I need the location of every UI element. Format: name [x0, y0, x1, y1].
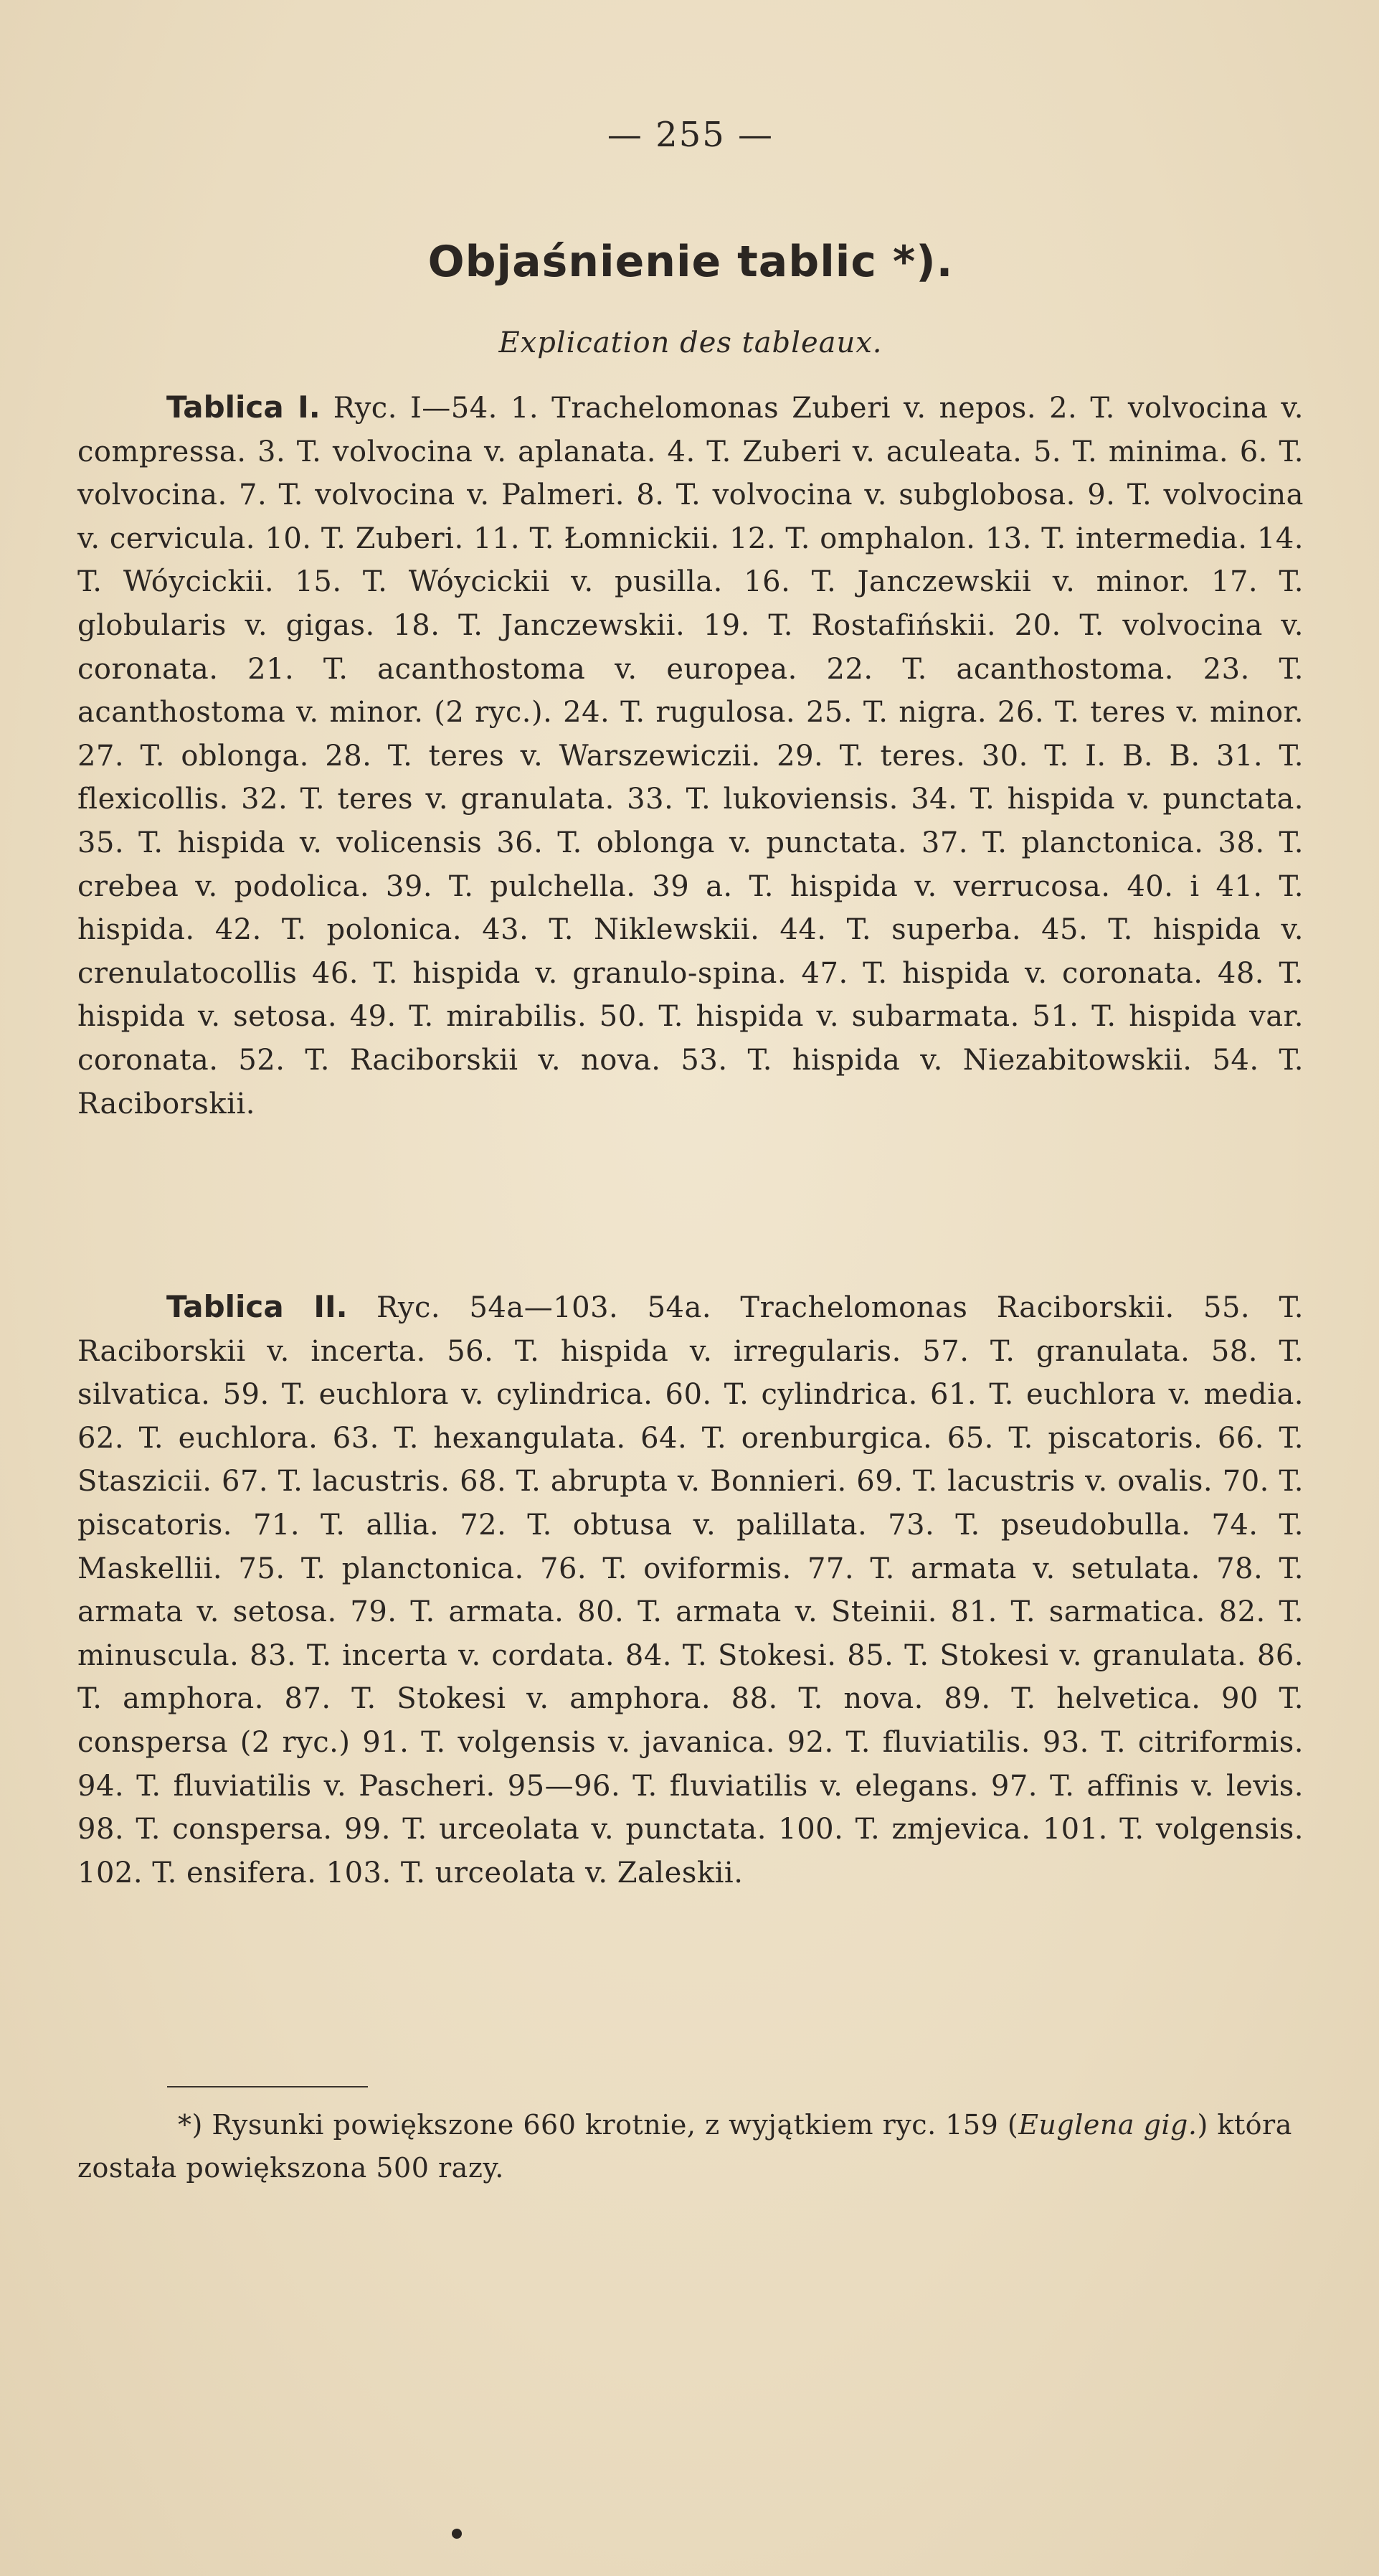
ink-dot-mark — [452, 2529, 462, 2539]
plate-2-text: Ryc. 54a—103. 54a. Trachelomonas Raciborskii. 55. T. Raciborskii v. incerta. 56. T. hispida v. irregularis. 57. T. granulata. 58. T. silvatica. 59. T. euchlora v. cylindrica. 60. T. cylindrica. 61. T. euchlora v. media. 62. T. euchlora. 63. T. hexangulata. 64. T. orenburgica. 65. T. piscatoris. 66. T. Staszicii. 67. T. lacustris. 68. T. abrupta v. Bonnieri. 69. T. lacustris v. ovalis. 70. T. piscatoris. 71. T. allia. 72. T. obtusa v. palillata. 73. T. pseudobulla. 74. T. Maskellii. 75. T. planctonica. 76. T. oviformis. 77. T. armata v. setulata. 78. T. armata v. setosa. 79. T. armata. 80. T. armata v. Steinii. 81. T. sarmatica. 82. T. minuscula. 83. T. incerta v. cordata. 84. T. Stokesi. 85. T. Stokesi v. granulata. 86. T. amphora. 87. T. Stokesi v. amphora. 88. T. nova. 89. T. helvetica. 90 T. conspersa (2 ryc.) 91. T. volgensis v. javanica. 92. T. fluviatilis. 93. T. citriformis. 94. T. fluviatilis v. Pascheri. 95—96. T. fluviatilis v. elegans. 97. T. affinis v. levis. 98. T. conspersa. 99. T. urceolata v. punctata. 100. T. zmjevica. 101. T. volgensis. 102. T. ensifera. 103. T. urceolata v. Zaleskii. — [77, 1291, 1304, 1889]
footnote-text-end: ) która została powiększona 500 razy. — [77, 2109, 1292, 2184]
plate-1-label: Tablica I. — [166, 390, 321, 425]
footnote-italic: Euglena gig. — [1018, 2109, 1198, 2141]
page-subtitle: Explication des tableaux. — [498, 326, 883, 359]
page-number: — 255 — — [607, 115, 774, 155]
plate-2-description — [77, 1285, 1304, 1895]
plate-1-description — [77, 386, 1304, 1126]
plate-2-label: Tablica II. — [166, 1289, 348, 1324]
footnote-divider — [167, 2086, 368, 2087]
page-title: Objaśnienie tablic *). — [427, 237, 954, 287]
footnote — [77, 2103, 1304, 2189]
plate-1-text: Ryc. I—54. 1. Trachelomonas Zuberi v. nepos. 2. T. volvocina v. compressa. 3. T. volvocina v. aplanata. 4. T. Zuberi v. aculeata. 5. T. minima. 6. T. volvocina. 7. T. volvocina v. Palmeri. 8. T. volvocina v. subglobosa. 9. T. volvocina v. cervicula. 10. T. Zuberi. 11. T. Łomnickii. 12. T. omphalon. 13. T. intermedia. 14. T. Wóycickii. 15. T. Wóycickii v. pusilla. 16. T. Janczewskii v. minor. 17. T. globularis v. gigas. 18. T. Janczewskii. 19. T. Rostafińskii. 20. T. volvocina v. coronata. 21. T. acanthostoma v. europea. 22. T. acanthostoma. 23. T. acanthostoma v. minor. (2 ryc.). 24. T. rugulosa. 25. T. nigra. 26. T. teres v. minor. 27. T. oblonga. 28. T. teres v. Warszewiczii. 29. T. teres. 30. T. I. B. B. 31. T. flexicollis. 32. T. teres v. granulata. 33. T. lukoviensis. 34. T. hispida v. punctata. 35. T. hispida v. volicensis 36. T. oblonga v. punctata. 37. T. planctonica. 38. T. crebea v. podolica. 39. T. pulchella. 39 a. T. hispida v. verrucosa. 40. i 41. T. hispida. 42. T. polonica. 43. T. Niklewskii. 44. T. superba. 45. T. hispida v. crenulatocollis 46. T. hispida v. granulo-spina. 47. T. hispida v. coronata. 48. T. hispida v. setosa. 49. T. mirabilis. 50. T. hispida v. subarmata. 51. T. hispida var. coronata. 52. T. Raciborskii v. nova. 53. T. hispida v. Niezabitowskii. 54. T. Raciborskii. — [77, 392, 1304, 1120]
footnote-text-start: *) Rysunki powiększone 660 krotnie, z wyjątkiem ryc. 159 ( — [178, 2109, 1019, 2141]
